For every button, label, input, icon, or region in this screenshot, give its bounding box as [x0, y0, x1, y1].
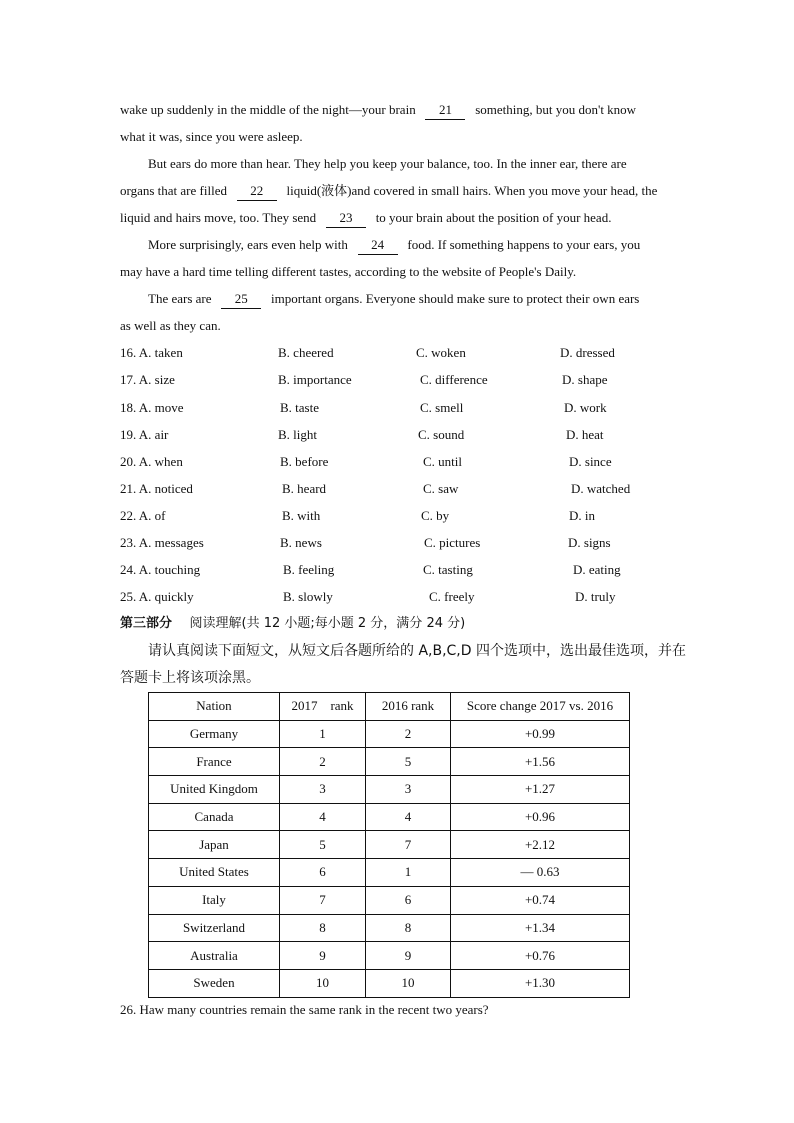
option-c: C. tasting — [423, 562, 473, 577]
table-cell: 9 — [280, 942, 366, 970]
table-header-cell: 2017 rank — [280, 693, 366, 721]
table-cell: +0.96 — [451, 803, 630, 831]
passage-text: food. If something happens to your ears, you — [407, 237, 641, 252]
table-cell: +1.27 — [451, 776, 630, 804]
option-d: D. heat — [566, 427, 604, 442]
table-cell: 2 — [280, 748, 366, 776]
option-row-19 — [120, 426, 680, 444]
table-cell: Italy — [149, 886, 280, 914]
table-row — [149, 886, 630, 914]
table-cell: 9 — [366, 942, 451, 970]
question-26: 26. Haw many countries remain the same rank in the recent two years? — [120, 1002, 489, 1017]
table-cell: +1.34 — [451, 914, 630, 942]
blank-22: 22 — [237, 182, 277, 201]
passage-text: something, but you don't know — [475, 102, 637, 117]
option-a: 17. A. size — [120, 372, 175, 387]
option-d: D. eating — [573, 562, 621, 577]
table-cell: 7 — [280, 886, 366, 914]
option-row-21 — [120, 480, 680, 498]
passage-text: liquid(液体)and covered in small hairs. When you move your head, the — [286, 183, 658, 198]
passage-line: But ears do more than hear. They help you keep your balance, too. In the inner ear, there are — [148, 156, 627, 171]
option-a: 21. A. noticed — [120, 481, 193, 496]
option-c: C. sound — [418, 427, 465, 442]
option-a: 20. A. when — [120, 454, 183, 469]
option-b: B. taste — [280, 400, 319, 415]
table-cell: 5 — [280, 831, 366, 859]
option-b: B. news — [280, 535, 322, 550]
ranking-table — [148, 692, 630, 998]
option-b: B. feeling — [283, 562, 335, 577]
table-row — [149, 969, 630, 997]
table-cell: Canada — [149, 803, 280, 831]
option-c: C. saw — [423, 481, 459, 496]
table-cell: Switzerland — [149, 914, 280, 942]
option-c: C. smell — [420, 400, 464, 415]
table-row — [149, 831, 630, 859]
passage-text: liquid and hairs move, too. They send — [120, 210, 317, 225]
table-cell: +1.30 — [451, 969, 630, 997]
option-c: C. woken — [416, 345, 466, 360]
table-cell: +0.76 — [451, 942, 630, 970]
table-cell: Germany — [149, 720, 280, 748]
option-d: D. shape — [562, 372, 608, 387]
table-cell: +0.99 — [451, 720, 630, 748]
blank-25: 25 — [221, 290, 261, 309]
option-row-16 — [120, 344, 680, 362]
table-header-cell: Nation — [149, 693, 280, 721]
table-row — [149, 859, 630, 887]
passage-line — [120, 209, 611, 228]
table-cell: 3 — [280, 776, 366, 804]
passage-line: may have a hard time telling different tastes, according to the website of People's Daily. — [120, 264, 577, 279]
table-cell: 4 — [366, 803, 451, 831]
table-row — [149, 720, 630, 748]
table-header-cell: Score change 2017 vs. 2016 — [451, 693, 630, 721]
table-cell: +1.56 — [451, 748, 630, 776]
option-a: 16. A. taken — [120, 345, 183, 360]
option-a: 18. A. move — [120, 400, 184, 415]
passage-text: More surprisingly, ears even help with — [148, 237, 348, 252]
option-row-24 — [120, 561, 680, 579]
table-cell: Australia — [149, 942, 280, 970]
table-cell: +2.12 — [451, 831, 630, 859]
table-row — [149, 914, 630, 942]
option-row-20 — [120, 453, 680, 471]
option-b: B. before — [280, 454, 329, 469]
option-row-23 — [120, 534, 680, 552]
passage-line: as well as they can. — [120, 318, 221, 333]
table-cell: +0.74 — [451, 886, 630, 914]
passage-text: organs that are filled — [120, 183, 227, 198]
table-header-cell: 2016 rank — [366, 693, 451, 721]
table-header-row — [149, 693, 630, 721]
table-row — [149, 776, 630, 804]
option-b: B. heard — [282, 481, 327, 496]
option-a: 25. A. quickly — [120, 589, 194, 604]
table-cell: 7 — [366, 831, 451, 859]
table-cell: — 0.63 — [451, 859, 630, 887]
option-d: D. in — [569, 508, 595, 523]
option-row-22 — [120, 507, 680, 525]
table-cell: 6 — [280, 859, 366, 887]
table-cell: 1 — [366, 859, 451, 887]
option-b: B. importance — [278, 372, 352, 387]
option-b: B. cheered — [278, 345, 334, 360]
table-cell: 4 — [280, 803, 366, 831]
option-a: 24. A. touching — [120, 562, 201, 577]
option-row-18 — [120, 399, 680, 417]
option-row-17 — [120, 371, 680, 389]
option-d: D. work — [564, 400, 607, 415]
option-b: B. slowly — [283, 589, 333, 604]
table-cell: 2 — [366, 720, 451, 748]
option-c: C. freely — [429, 589, 475, 604]
option-b: B. light — [278, 427, 318, 442]
option-d: D. since — [569, 454, 612, 469]
option-a: 22. A. of — [120, 508, 166, 523]
table-cell: 6 — [366, 886, 451, 914]
option-a: 19. A. air — [120, 427, 169, 442]
option-b: B. with — [282, 508, 321, 523]
option-c: C. pictures — [424, 535, 481, 550]
section-title: 第三部分 — [120, 616, 173, 631]
table-row — [149, 748, 630, 776]
table-cell: 1 — [280, 720, 366, 748]
option-c: C. difference — [420, 372, 488, 387]
blank-24: 24 — [358, 236, 398, 255]
table-cell: 8 — [280, 914, 366, 942]
blank-23: 23 — [326, 209, 366, 228]
table-cell: 10 — [280, 969, 366, 997]
passage-line — [120, 101, 636, 120]
instruction-line: 请认真阅读下面短文，从短文后各题所给的 A,B,C,D 四个选项中，选出最佳选项，并在 — [148, 643, 686, 659]
table-cell: 10 — [366, 969, 451, 997]
blank-21: 21 — [425, 101, 465, 120]
passage-line — [148, 290, 639, 309]
passage-line — [148, 236, 640, 255]
option-c: C. by — [421, 508, 450, 523]
table-row — [149, 803, 630, 831]
passage-line: what it was, since you were asleep. — [120, 129, 303, 144]
passage-text: wake up suddenly in the middle of the night—your brain — [120, 102, 416, 117]
option-row-25 — [120, 588, 680, 606]
option-a: 23. A. messages — [120, 535, 204, 550]
option-d: D. dressed — [560, 345, 615, 360]
passage-text: The ears are — [148, 291, 212, 306]
table-cell: Japan — [149, 831, 280, 859]
table-row — [149, 942, 630, 970]
passage-line — [120, 182, 657, 201]
passage-text: important organs. Everyone should make sure to protect their own ears — [271, 291, 640, 306]
section-subtitle: 阅读理解(共 12 小题;每小题 2 分，满分 24 分) — [189, 616, 466, 631]
passage-text: to your brain about the position of your head. — [375, 210, 612, 225]
option-d: D. truly — [575, 589, 616, 604]
table-cell: 5 — [366, 748, 451, 776]
table-cell: 3 — [366, 776, 451, 804]
option-d: D. watched — [571, 481, 631, 496]
option-d: D. signs — [568, 535, 611, 550]
table-cell: United States — [149, 859, 280, 887]
table-cell: Sweden — [149, 969, 280, 997]
instruction-line: 答题卡上将该项涂黑。 — [120, 670, 260, 686]
option-c: C. until — [423, 454, 463, 469]
table-cell: France — [149, 748, 280, 776]
table-cell: 8 — [366, 914, 451, 942]
section-heading — [120, 615, 465, 633]
table-cell: United Kingdom — [149, 776, 280, 804]
